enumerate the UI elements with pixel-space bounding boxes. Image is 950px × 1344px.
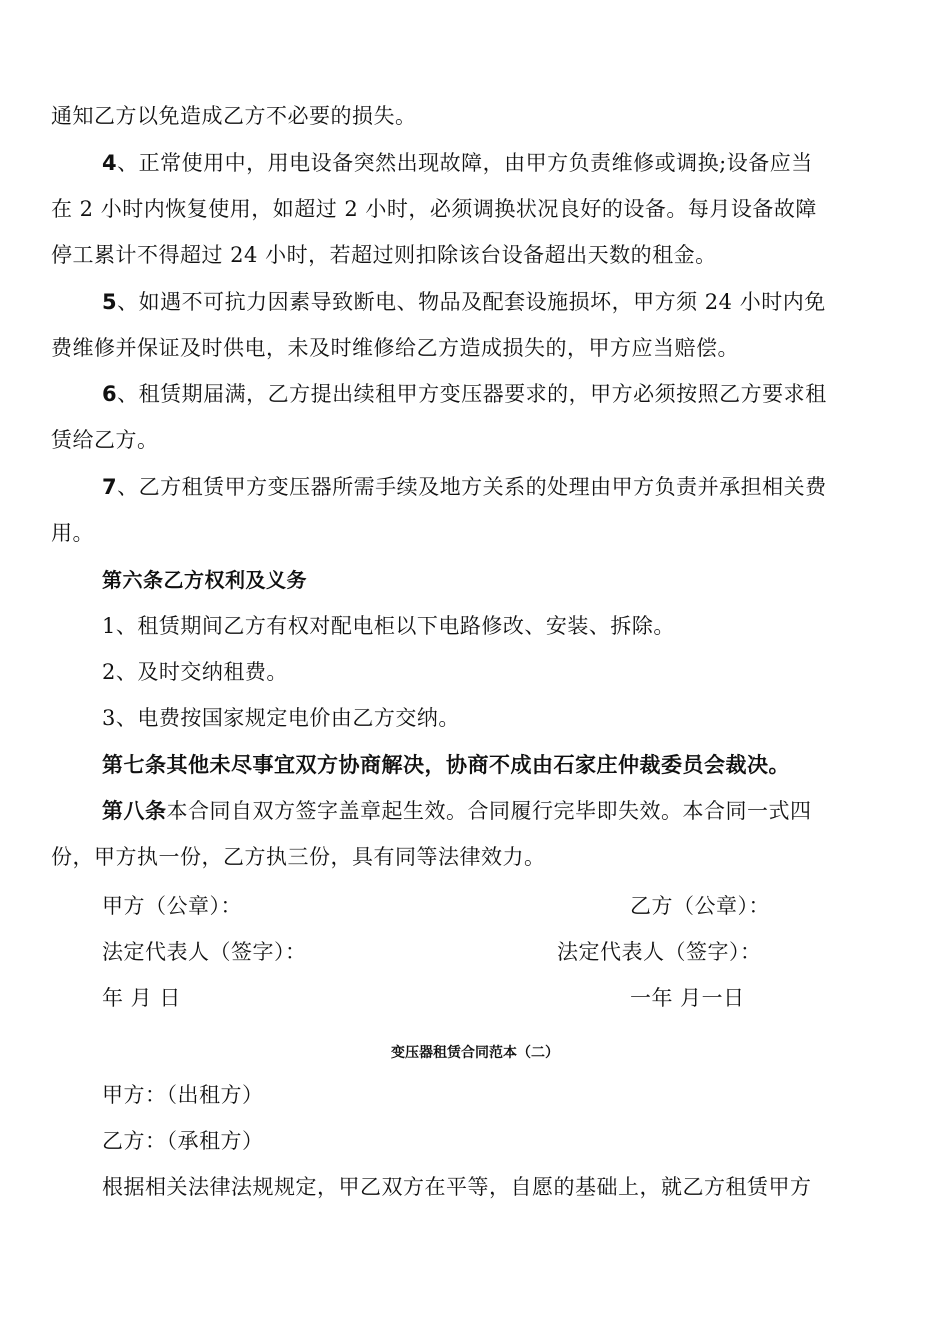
article-8-line-1 [102,796,812,826]
item-number: 7 [102,475,118,499]
contract-2-party-b: 乙方：（承租方） [102,1129,264,1153]
representative-a: 法定代表人（签字）： [102,940,307,964]
item-4-line-3: 停工累计不得超过 24 小时，若超过则扣除该台设备超出天数的租金。 [51,243,717,267]
contract-2-party-a: 甲方：（出租方） [102,1083,264,1107]
contract-2-intro: 根据相关法律法规规定，甲乙双方在平等，自愿的基础上，就乙方租赁甲方 [102,1175,812,1199]
paragraph-line: 通知乙方以免造成乙方不必要的损失。 [51,104,417,128]
item-text: 、如遇不可抗力因素导致断电、物品及配套设施损坏，甲方须 24 小时内免 [117,290,826,314]
item-text: 、乙方租赁甲方变压器所需手续及地方关系的处理由甲方负责并承担相关费 [117,475,827,499]
article-6-item-2: 2、及时交纳租费。 [102,660,288,684]
article-6-heading: 第六条乙方权利及义务 [102,568,307,592]
article-7-text: 第七条其他未尽事宜双方协商解决，协商不成由石家庄仲裁委员会裁决。 [102,753,790,777]
item-6-line-2: 赁给乙方。 [51,428,159,452]
item-4-line-1 [102,148,813,178]
item-number: 6 [102,382,118,406]
article-8-label: 第八条 [102,799,167,823]
item-4-line-2: 在 2 小时内恢复使用，如超过 2 小时，必须调换状况良好的设备。每月设备故障 [51,197,817,221]
article-6-item-3: 3、电费按国家规定电价由乙方交纳。 [102,706,460,730]
item-text: 、正常使用中，用电设备突然出现故障，由甲方负责维修或调换;设备应当 [117,151,813,175]
party-b-seal: 乙方（公章）： [630,894,770,918]
article-6-item-1: 1、租赁期间乙方有权对配电柜以下电路修改、安装、拆除。 [102,614,675,638]
item-number: 5 [102,290,118,314]
item-number: 4 [102,151,118,175]
item-7-line-1 [102,472,827,502]
contract-2-title: 变压器租赁合同范本（二） [391,1045,559,1061]
article-8-line-2: 份，甲方执一份，乙方执三份，具有同等法律效力。 [51,845,546,869]
party-a-seal: 甲方（公章）： [102,894,242,918]
article-8-text: 本合同自双方签字盖章起生效。合同履行完毕即失效。本合同一式四 [166,799,812,823]
item-7-line-2: 用。 [51,521,94,545]
item-5-line-2: 费维修并保证及时供电，未及时维修给乙方造成损失的，甲方应当赔偿。 [51,336,739,360]
item-text: 、租赁期届满，乙方提出续租甲方变压器要求的，甲方必须按照乙方要求租 [117,382,827,406]
item-6-line-1 [102,379,827,409]
date-b: 一年 月一日 [630,986,745,1010]
date-a: 年 月 日 [102,986,181,1010]
representative-b: 法定代表人（签字）： [557,940,762,964]
item-5-line-1 [102,287,826,317]
